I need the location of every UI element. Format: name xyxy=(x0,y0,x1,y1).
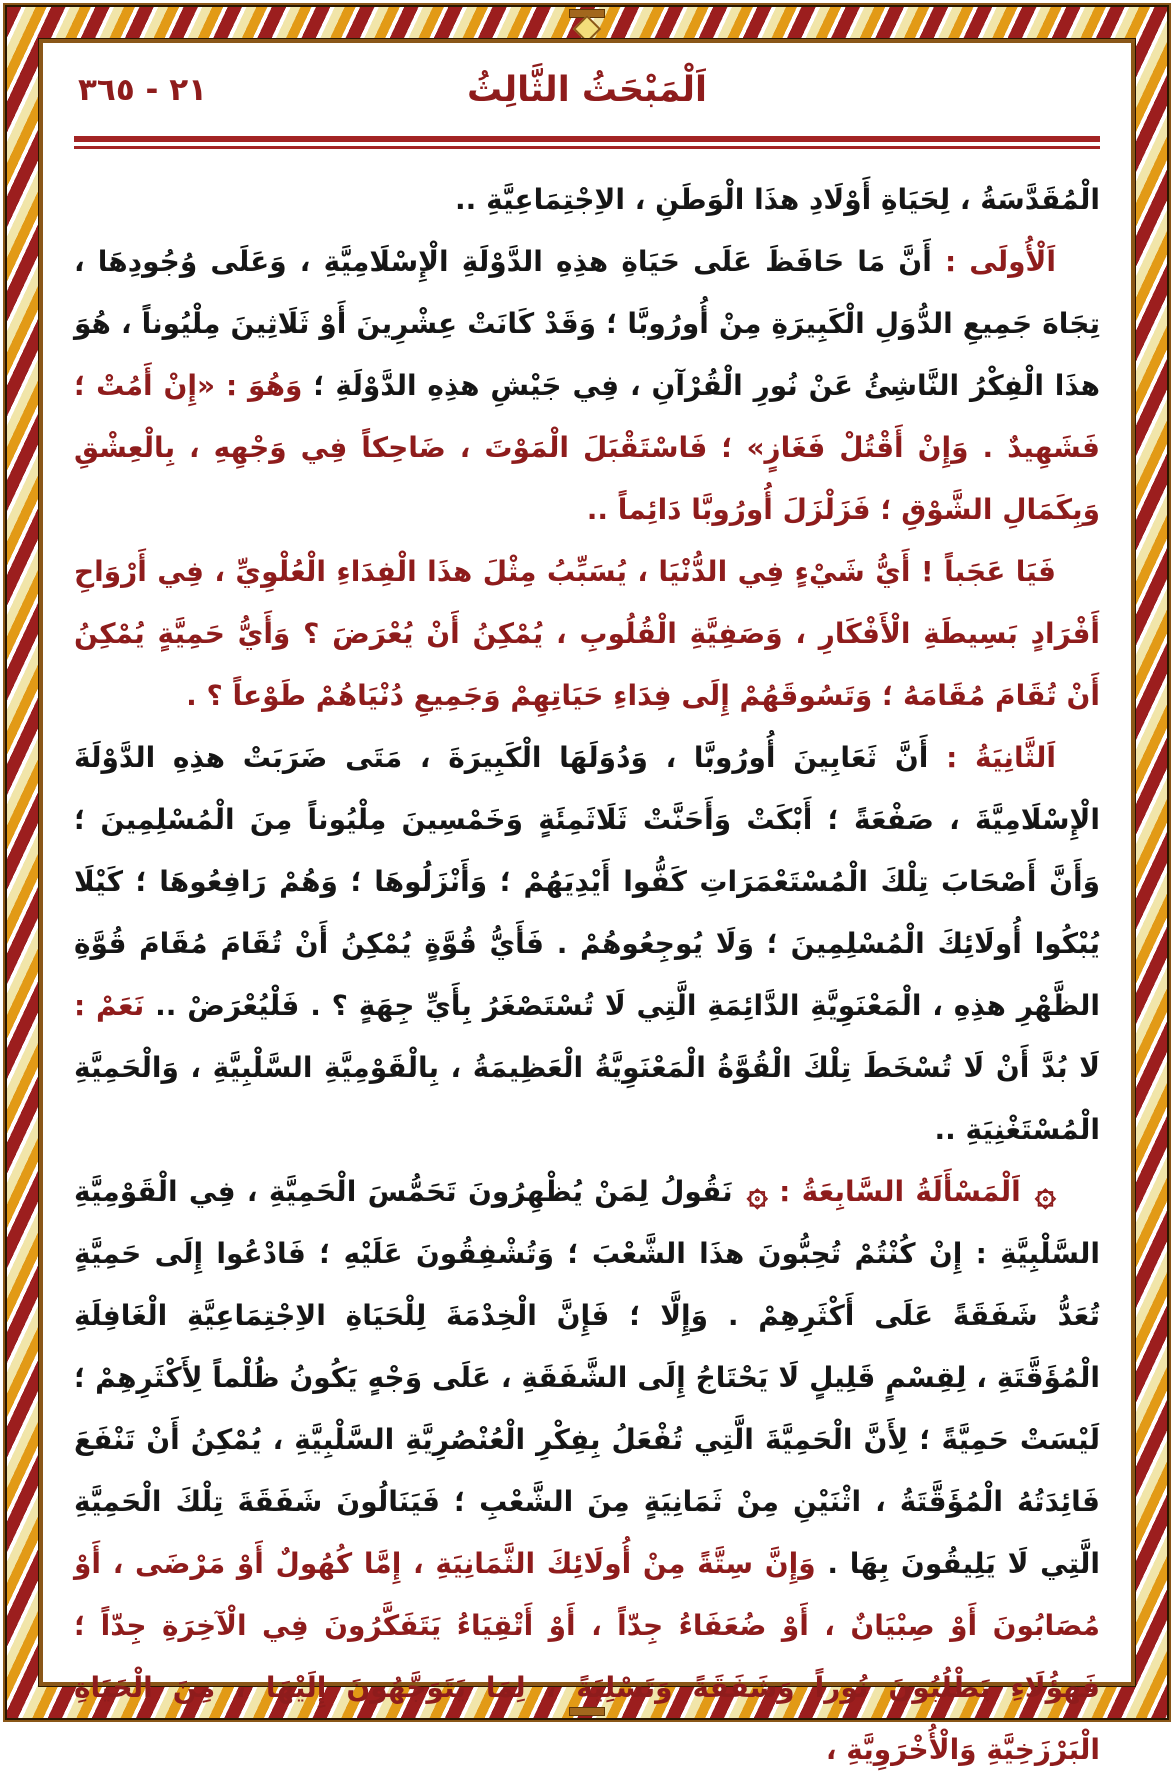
body-text xyxy=(74,169,1100,1781)
text-segment-black: أَنَّ ثَعَابِينَ أُورُوبَّا ، وَدُوَلَهَا الْكَبِيرَةَ ، مَتَى ضَرَبَتْ هذِهِ الدَّوْلَةَ الْإِسْلَامِيَّةَ ، صَفْعَةً ؛ أَبْكَتْ وَأَحَنَّتْ ثَلَاثَمِئَةٍ وَخَمْسِينَ مِلْيُوناً مِنَ الْمُسْلِمِينَ ؛ وَأَنَّ أَصْحَابَ تِلْكَ الْمُسْتَعْمَرَاتِ كَفُّوا أَيْدِيَهُمْ ؛ وَأَنْزَلُوهَا ؛ وَهُمْ رَافِعُوهَا ؛ كَيْلَا يُبْكُوا أُولَائِكَ الْمُسْلِمِينَ ؛ وَلَا يُوجِعُوهُمْ . فَأَيُّ قُوَّةٍ يُمْكِنُ أَنْ تُقَامَ مُقَامَ قُوَّةِ الظَّهْرِ هذِهِ ، الْمَعْنَوِيَّةِ الدَّائِمَةِ الَّتِي لَا تُسْتَصْغَرُ بِأَيِّ جِهَةٍ ؟ . فَلْيُعْرَضْ .. xyxy=(74,741,1100,1022)
text-segment-red: اَلْمَسْأَلَةُ السَّابِعَةُ : xyxy=(767,1175,1021,1208)
divider-rule-thick xyxy=(74,136,1100,142)
divider-rule-thin xyxy=(74,146,1100,149)
text-segment-black: نَقُولُ لِمَنْ يُظْهِرُونَ تَحَمُّسَ الْحَمِيَّةِ ، فِي الْقَوْمِيَّةِ السَّلْبِيَّةِ : إِنْ كُنْتُمْ تُحِبُّونَ هذَا الشَّعْبَ ؛ وَتُشْفِقُونَ عَلَيْهِ ؛ فَادْعُوا إِلَى حَمِيَّةٍ تُعَدُّ شَفَقَةً عَلَى أَكْثَرِهِمْ . وَإِلَّا ؛ فَإِنَّ الْخِدْمَةَ لِلْحَيَاةِ الاِجْتِمَاعِيَّةِ الْغَافِلَةِ الْمُؤَقَّتَةِ ، لِقِسْمٍ قَلِيلٍ لَا يَحْتَاجُ إِلَى الشَّفَقَةِ ، عَلَى وَجْهٍ يَكُونُ ظُلْماً لِأَكْثَرِهِمْ ؛ لَيْسَتْ حَمِيَّةً ؛ لِأَنَّ الْحَمِيَّةَ الَّتِي تُفْعَلُ بِفِكْرِ الْعُنْصُرِيَّةِ السَّلْبِيَّةِ ، يُمْكِنُ أَنْ تَنْفَعَ فَائِدَتُهُ الْمُؤَقَّتَةُ ، اثْنَيْنِ مِنْ ثَمَانِيَةٍ مِنَ الشَّعْبِ ؛ فَيَنَالُونَ شَفَقَةَ تِلْكَ الْحَمِيَّةِ الَّتِي لَا يَلِيقُونَ بِهَا . xyxy=(74,1175,1100,1580)
text-segment-black: لَا بُدَّ أَنْ لَا تُسْخَطَ تِلْكَ الْقُوَّةُ الْمَعْنَوِيَّةُ الْعَظِيمَةُ ، بِالْقَوْمِيَّةِ السَّلْبِيَّةِ ، وَالْحَمِيَّةِ الْمُسْتَغْنِيَةِ .. xyxy=(74,1051,1100,1146)
paragraph-5 xyxy=(74,1161,1100,1781)
text-segment-red: اَلثَّانِيَةُ : xyxy=(928,741,1056,774)
text-segment-red: اَلْأُولَى : xyxy=(931,245,1056,278)
page-number: ٢١ - ٣٦٥ xyxy=(78,72,208,108)
rosette-ornament-icon: ۞ xyxy=(1020,1173,1056,1214)
paragraph-3 xyxy=(74,541,1100,727)
page-header xyxy=(74,58,1100,130)
text-segment-black: أَنَّ مَا حَافَظَ عَلَى حَيَاةِ هذِهِ الدَّوْلَةِ الْإِسْلَامِيَّةِ ، وَعَلَى وُجُودِهَا ، تِجَاهَ جَمِيعِ الدُّوَلِ الْكَبِيرَةِ مِنْ أُورُوبَّا ؛ وَقَدْ كَانَتْ عِشْرِينَ أَوْ ثَلَاثِينَ مِلْيُوناً ، هُوَ هذَا الْفِكْرُ النَّاشِئُ عَنْ نُورِ الْقُرْآنِ ، فِي جَيْشِ هذِهِ الدَّوْلَةِ ؛ xyxy=(74,245,1100,402)
paragraph-4 xyxy=(74,727,1100,1161)
text-segment-red: نَعَمْ : xyxy=(74,989,145,1022)
page-content xyxy=(74,58,1100,1766)
text-segment-red: فَيَا عَجَباً ! أَيُّ شَيْءٍ فِي الدُّنْيَا ، يُسَبِّبُ مِثْلَ هذَا الْفِدَاءِ الْعُلْوِيِّ ، فِي أَرْوَاحِ أَفْرَادٍ بَسِيطَةِ الْأَفْكَارِ ، وَصَفِيَّةِ الْقُلُوبِ ، يُمْكِنُ أَنْ يُعْرَضَ ؟ وَأَيُّ حَمِيَّةٍ يُمْكِنُ أَنْ تُقَامَ مُقَامَهُ ؛ وَتَسُوقَهُمْ إِلَى فِدَاءِ حَيَاتِهِمْ وَجَمِيعِ دُنْيَاهُمْ طَوْعاً ؟ . xyxy=(74,555,1100,712)
text-segment-black: الْمُقَدَّسَةُ ، لِحَيَاةِ أَوْلَادِ هذَا الْوَطَنِ ، الاِجْتِمَاعِيَّةِ .. xyxy=(455,183,1100,216)
page-title: اَلْمَبْحَثُ الثَّالِثُ xyxy=(466,70,708,110)
text-segment-red: وَهُوَ : «إِنْ أَمُتْ ؛ فَشَهِيدٌ . وَإِنْ أَقْتُلْ فَغَازٍ» ؛ فَاسْتَقْبَلَ الْمَوْتَ ، ضَاحِكاً فِي وَجْهِهِ ، بِالْعِشْقِ وَبِكَمَالِ الشَّوْقِ ؛ فَزَلْزَلَ أُورُوبَّا دَائِماً .. xyxy=(74,369,1100,526)
paragraph-1 xyxy=(74,169,1100,231)
paragraph-2 xyxy=(74,231,1100,541)
rosette-ornament-icon: ۞ xyxy=(732,1173,768,1214)
title-divider xyxy=(74,136,1100,149)
text-segment-red: وَإِنَّ سِتَّةً مِنْ أُولَائِكَ الثَّمَانِيَةِ ، إِمَّا كُهُولٌ أَوْ مَرْضَى ، أَوْ مُصَابُونَ أَوْ صِبْيَانٌ ، أَوْ ضُعَفَاءُ جِدّاً ، أَوْ أَتْقِيَاءُ يَتَفَكَّرُونَ فِي الْآخِرَةِ جِدّاً ؛ فَهؤُلَاءِ يَطْلُبُونَ نُوراً وَشَفَقَةً وَتَسْلِيَةً ، لِمَا يَتَوَجَّهُونَ إِلَيْهَا ، مِنَ الْحَيَاةِ الْبَرْزَخِيَّةِ وَالْأُخْرَوِيَّةِ ، xyxy=(74,1547,1100,1766)
